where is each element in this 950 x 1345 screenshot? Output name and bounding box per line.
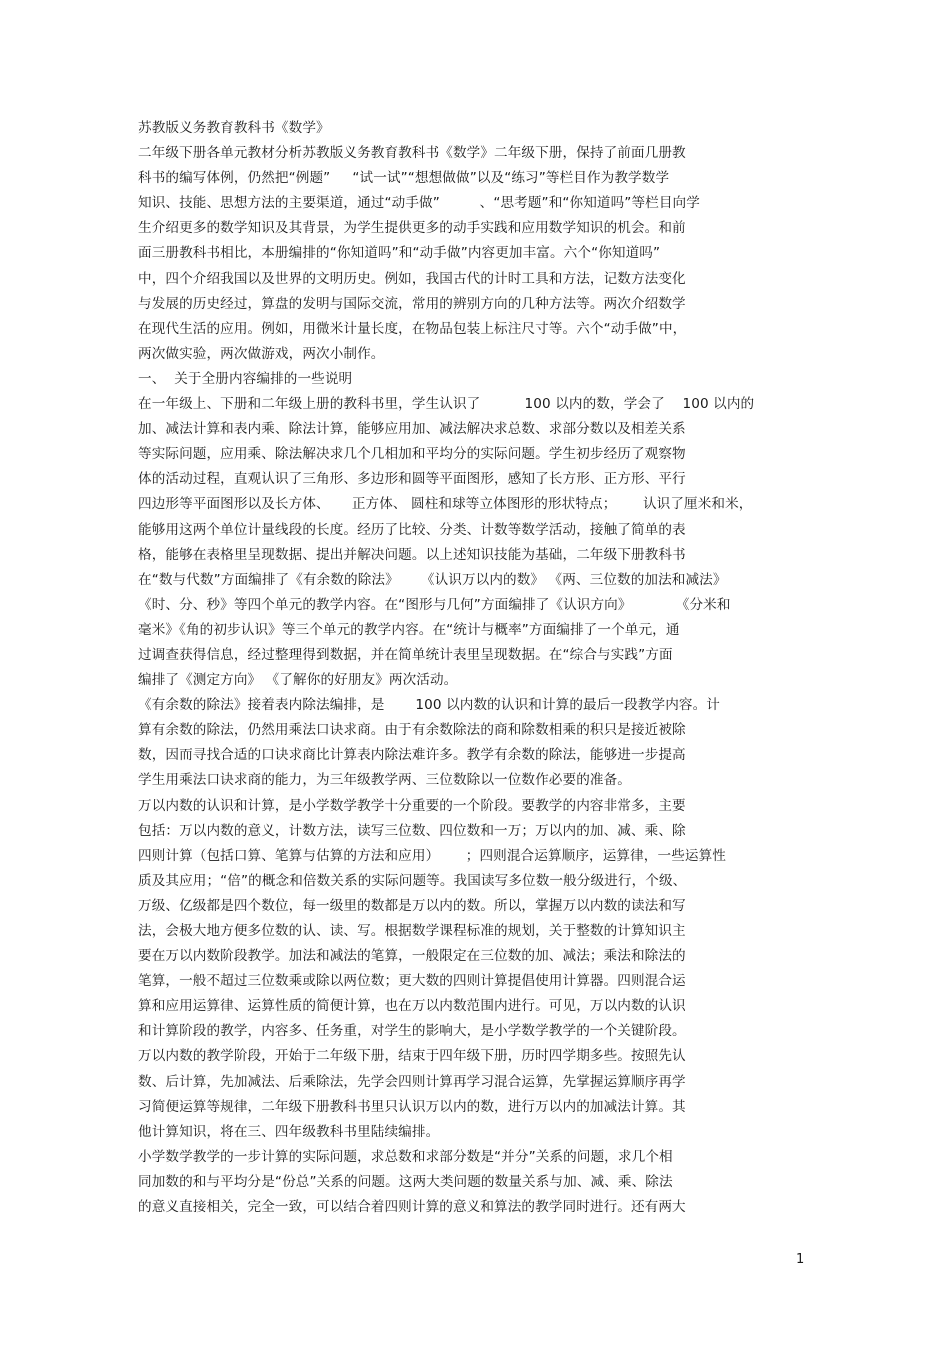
text-line: 一、 关于全册内容编排的一些说明 — [138, 370, 353, 387]
text-line: 算和应用运算律、运算性质的简便计算，也在万以内数范围内进行。可见，万以内数的认识 — [138, 998, 686, 1015]
text-line: 过调查获得信息，经过整理得到数据，并在简单统计表里呈现数据。在“综合与实践”方面 — [138, 646, 673, 663]
text-line: 加、减法计算和表内乘、除法计算，能够应用加、减法解决求总数、求部分数以及相差关系 — [138, 421, 686, 438]
text-line: 要在万以内数阶段教学。加法和减法的笔算，一般限定在三位数的加、减法；乘法和除法的 — [138, 948, 686, 965]
text-line: 笔算，一般不超过三位数乘或除以两位数；更大数的四则计算提倡使用计算器。四则混合运 — [138, 973, 686, 990]
text-line: 格，能够在表格里呈现数据、提出并解决问题。以上述知识技能为基础，二年级下册教科书 — [138, 546, 686, 563]
text-line: 小学数学教学的一步计算的实际问题，求总数和求部分数是“并分”关系的问题，求几个相 — [138, 1148, 673, 1165]
text-line: 四则计算（包括口算、笔算与估算的方法和应用） ；四则混合运算顺序，运算律，一些运算性 — [138, 847, 726, 864]
text-line: 万以内数的教学阶段，开始于二年级下册，结束于四年级下册，历时四学期多些。按照先认 — [138, 1048, 686, 1065]
text-line: 习简便运算等规律，二年级下册教科书里只认识万以内的数，进行万以内的加减法计算。其 — [138, 1098, 686, 1115]
text-line: 毫米》《角的初步认识》等三个单元的教学内容。在“统计与概率”方面编排了一个单元，通 — [138, 621, 680, 638]
text-line: 科书的编写体例，仍然把“例题” “试一试”“想想做做”以及“练习”等栏目作为教学数学 — [138, 170, 670, 187]
text-line: 编排了《测定方向》 《了解你的好朋友》两次活动。 — [138, 672, 458, 689]
text-line: 包括：万以内数的意义，计数方法，读写三位数、四位数和一万；万以内的加、减、乘、除 — [138, 822, 686, 839]
text-line: 和计算阶段的教学，内容多、任务重，对学生的影响大，是小学数学教学的一个关键阶段。 — [138, 1023, 686, 1040]
text-line: 在现代生活的应用。例如，用微米计量长度，在物品包装上标注尺寸等。六个“动手做”中， — [138, 320, 687, 337]
text-line: 万级、亿级都是四个数位，每一级里的数都是万以内的数。所以，掌握万以内数的读法和写 — [138, 897, 686, 914]
text-line: 体的活动过程，直观认识了三角形、多边形和圆等平面图形，感知了长方形、正方形、平行 — [138, 471, 686, 488]
text-line: 知识、技能、思想方法的主要渠道，通过“动手做” 、“思考题”和“你知道吗”等栏目向学 — [138, 195, 700, 212]
page-number: 1 — [796, 1252, 805, 1267]
text-line: 等实际问题，应用乘、除法解决求几个几相加和平均分的实际问题。学生初步经历了观察物 — [138, 446, 686, 463]
text-line: 算有余数的除法，仍然用乘法口诀求商。由于有余数除法的商和除数相乘的积只是接近被除 — [138, 722, 686, 739]
text-line: 苏教版义务教育教科书《数学》 — [138, 120, 330, 136]
text-line: 学生用乘法口诀求商的能力，为三年级教学两、三位数除以一位数作必要的准备。 — [138, 772, 631, 789]
text-line: 数、后计算，先加减法、后乘除法，先学会四则计算再学习混合运算，先掌握运算顺序再学 — [138, 1073, 686, 1090]
text-line: 两次做实验，两次做游戏，两次小制作。 — [138, 345, 385, 362]
text-line: 《时、分、秒》等四个单元的教学内容。在“图形与几何”方面编排了《认识方向》 《分米和 — [138, 596, 731, 613]
text-line: 二年级下册各单元教材分析苏教版义务教育教科书《数学》二年级下册，保持了前面几册教 — [138, 145, 686, 162]
text-line: 他计算知识，将在三、四年级教科书里陆续编排。 — [138, 1123, 440, 1140]
text-line: 《有余数的除法》接着表内除法编排，是 100 以内数的认识和计算的最后一段教学内容。计 — [138, 697, 720, 714]
text-line: 质及其应用；“倍”的概念和倍数关系的实际问题等。我国读写多位数一般分级进行，个级、 — [138, 872, 687, 889]
text-line: 的意义直接相关，完全一致，可以结合着四则计算的意义和算法的教学同时进行。还有两大 — [138, 1199, 686, 1216]
text-line: 能够用这两个单位计量线段的长度。经历了比较、分类、计数等数学活动，接触了简单的表 — [138, 521, 686, 538]
text-line: 面三册教科书相比，本册编排的“你知道吗”和“动手做”内容更加丰富。六个“你知道吗” — [138, 245, 661, 262]
text-line: 与发展的历史经过，算盘的发明与国际交流，常用的辨别方向的几种方法等。两次介绍数学 — [138, 295, 686, 312]
text-line: 在一年级上、下册和二年级上册的教科书里，学生认识了 100 以内的数，学会了 100 以内的 — [138, 396, 755, 413]
text-line: 四边形等平面图形以及长方体、 正方体、 圆柱和球等立体图形的形状特点； 认识了厘米和米， — [138, 496, 753, 513]
text-line: 万以内数的认识和计算，是小学数学教学十分重要的一个阶段。要教学的内容非常多，主要 — [138, 797, 686, 814]
text-line: 法，会极大地方便多位数的认、读、写。根据数学课程标准的规划，关于整数的计算知识主 — [138, 923, 686, 939]
body-text — [138, 116, 828, 1220]
text-line: 在“数与代数”方面编排了《有余数的除法》 《认识万以内的数》 《两、三位数的加法和减法》 — [138, 571, 727, 588]
text-line: 生介绍更多的数学知识及其背景，为学生提供更多的动手实践和应用数学知识的机会。和前 — [138, 220, 686, 237]
text-line: 同加数的和与平均分是“份总”关系的问题。这两大类问题的数量关系与加、减、乘、除法 — [138, 1173, 673, 1190]
text-line: 中，四个介绍我国以及世界的文明历史。例如，我国古代的计时工具和方法，记数方法变化 — [138, 270, 686, 287]
text-line: 数，因而寻找合适的口诀求商比计算表内除法难许多。教学有余数的除法，能够进一步提高 — [138, 747, 686, 764]
